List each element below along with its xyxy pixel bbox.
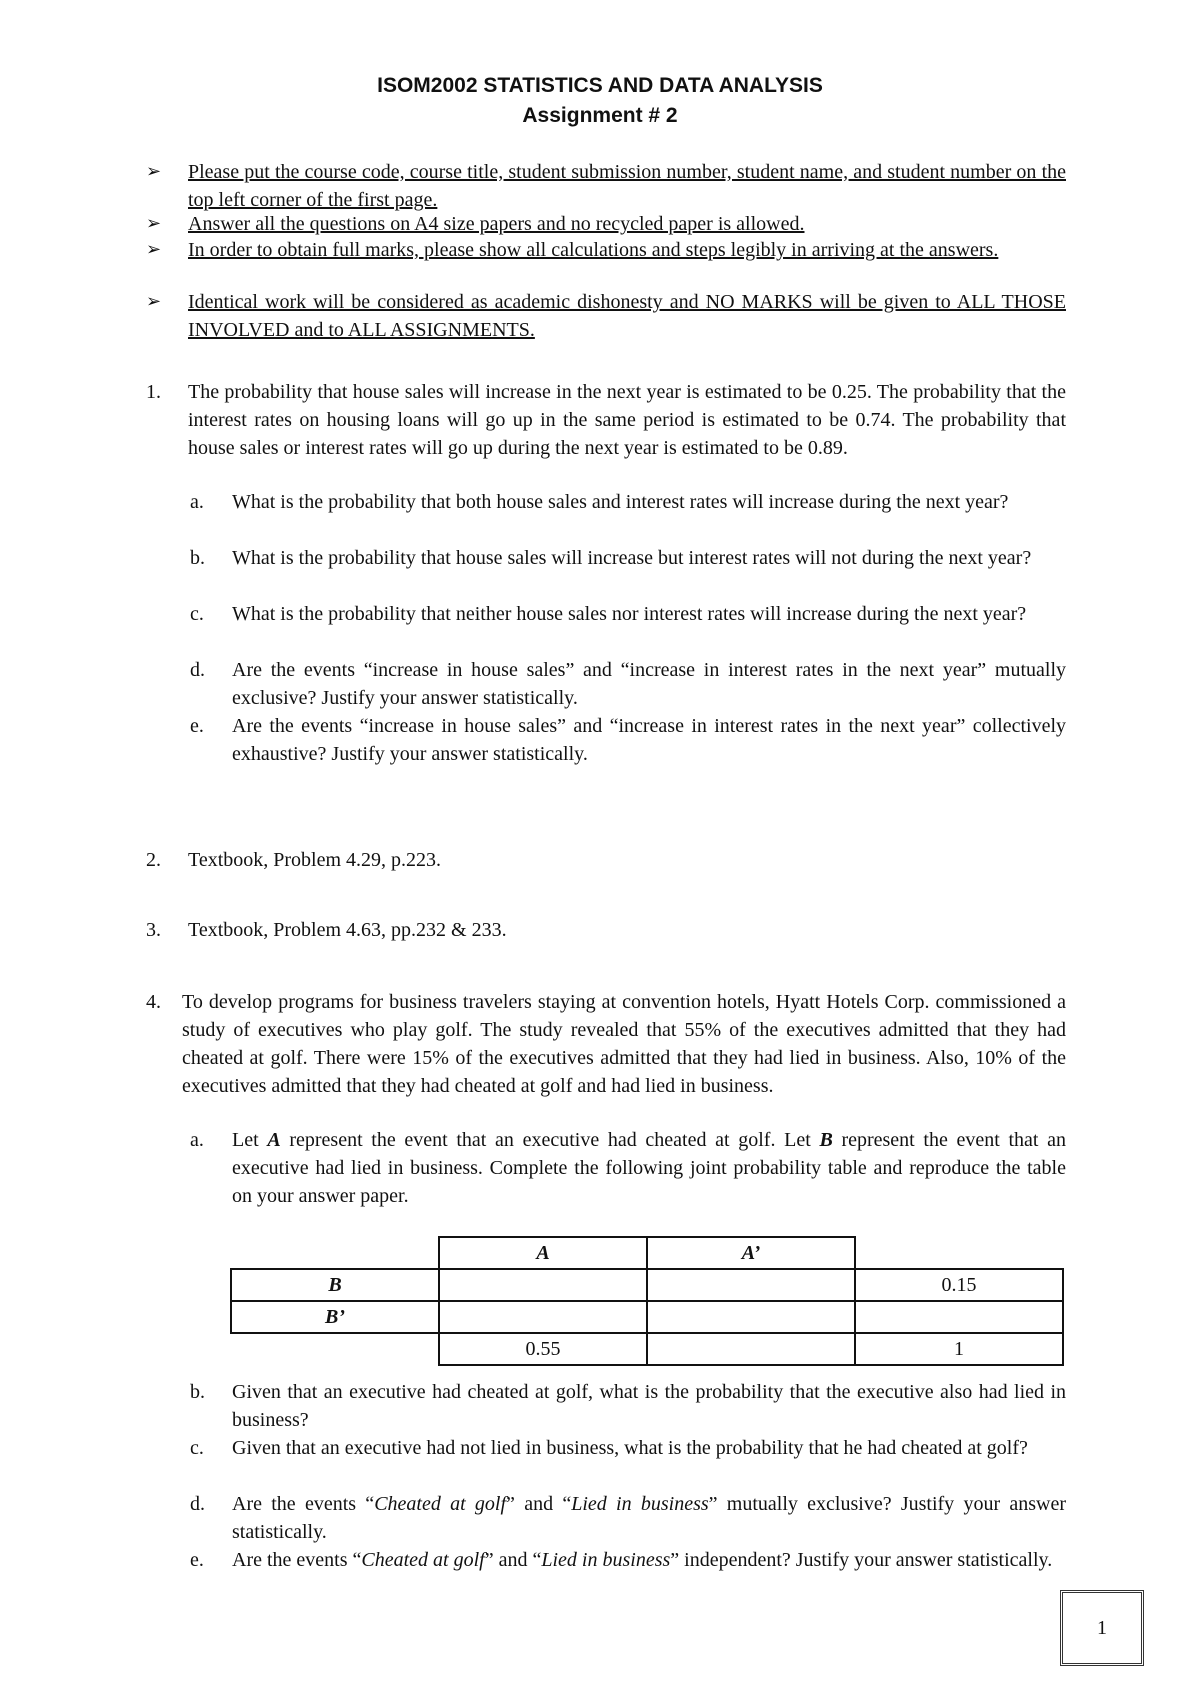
part-label: c.: [190, 1437, 204, 1459]
table-cell-empty: [855, 1237, 1063, 1269]
table-row: [231, 1237, 1063, 1269]
table-cell: [647, 1333, 855, 1365]
part-label: e.: [190, 715, 204, 737]
column-header-a-complement: A’: [647, 1237, 855, 1269]
question-number: 4.: [146, 991, 161, 1013]
part-text: Let A represent the event that an executive had cheated at golf. Let B represent the event that an executive had lied in business. Complete the following joint probability table and reproduce the table on your answer paper.: [232, 1129, 1067, 1207]
question-text: Textbook, Problem 4.29, p.223.: [188, 849, 442, 871]
part-label: b.: [190, 547, 205, 569]
part-text: Are the events “Cheated at golf” and “Lied in business” mutually exclusive? Justify your answer statistically.: [232, 1493, 1067, 1543]
part-label: d.: [190, 659, 205, 681]
arrow-bullet-icon: ➢: [146, 291, 162, 312]
instruction-text: Identical work will be considered as academic dishonesty and NO MARKS will be given to ALL THOSE INVOLVED and to ALL ASSIGNMENTS.: [188, 291, 1066, 341]
row-total-b: 0.15: [855, 1269, 1063, 1301]
table-cell: [855, 1301, 1063, 1333]
part-text: What is the probability that house sales will increase but interest rates will not during the next year?: [232, 547, 1032, 569]
table-cell: [439, 1269, 647, 1301]
part-text: Are the events “increase in house sales” and “increase in interest rates in the next year” mutually exclusive? Justify your answer statistically.: [232, 659, 1066, 709]
part-label: a.: [190, 491, 204, 513]
row-header-b: B: [231, 1269, 439, 1301]
part-label: d.: [190, 1493, 205, 1515]
question-text: The probability that house sales will increase in the next year is estimated to be 0.25. The probability that the interest rates on housing loans will go up in the same period is estimated to be 0.74. The probability that house sales or interest rates will go up during the next year is estimated to be 0.89.: [188, 381, 1066, 459]
part-label: c.: [190, 603, 204, 625]
row-header-b-complement: B’: [231, 1301, 439, 1333]
event-a-symbol: A: [267, 1129, 281, 1151]
part-text: Given that an executive had cheated at golf, what is the probability that the executive also had lied in business?: [232, 1381, 1066, 1431]
table-cell: [439, 1301, 647, 1333]
arrow-bullet-icon: ➢: [146, 239, 162, 260]
question-number: 2.: [146, 849, 161, 871]
arrow-bullet-icon: ➢: [146, 213, 162, 234]
instruction-text: In order to obtain full marks, please show all calculations and steps legibly in arriving at the answers.: [188, 239, 999, 261]
table-row: [231, 1301, 1063, 1333]
question-number: 3.: [146, 919, 161, 941]
column-header-a: A: [439, 1237, 647, 1269]
part-label: b.: [190, 1381, 205, 1403]
arrow-bullet-icon: ➢: [146, 161, 162, 182]
event-b-symbol: B: [819, 1129, 833, 1151]
table-cell: [647, 1269, 855, 1301]
instruction-text: Please put the course code, course title, student submission number, student name, and student number on the top left corner of the first page.: [188, 161, 1066, 211]
document-title: ISOM2002 STATISTICS AND DATA ANALYSIS: [377, 74, 823, 97]
table-cell-empty: [231, 1333, 439, 1365]
part-text: Are the events “increase in house sales” and “increase in interest rates in the next year” collectively exhaustive? Justify your answer statistically.: [232, 715, 1066, 765]
instruction-text: Answer all the questions on A4 size papers and no recycled paper is allowed.: [188, 213, 805, 235]
table-row: [231, 1269, 1063, 1301]
part-label: e.: [190, 1549, 204, 1571]
part-label: a.: [190, 1129, 204, 1151]
table-cell: [647, 1301, 855, 1333]
page-number: 1: [1060, 1590, 1144, 1666]
table-cell-empty: [231, 1237, 439, 1269]
joint-probability-table: [230, 1236, 1064, 1366]
question-text: To develop programs for business travelers staying at convention hotels, Hyatt Hotels Corp. commissioned a study of executives who play golf. The study revealed that 55% of the executives admitted that they had cheated at golf. There were 15% of the executives admitted that they had lied in business. Also, 10% of the executives admitted that they had cheated at golf and had lied in business.: [182, 991, 1066, 1097]
part-text: What is the probability that both house sales and interest rates will increase during the next year?: [232, 491, 1009, 513]
part-text: What is the probability that neither house sales nor interest rates will increase during the next year?: [232, 603, 1027, 625]
question-text: Textbook, Problem 4.63, pp.232 & 233.: [188, 919, 507, 941]
table-row: [231, 1333, 1063, 1365]
column-total-a: 0.55: [439, 1333, 647, 1365]
assignment-number: Assignment # 2: [522, 104, 678, 127]
part-text: Are the events “Cheated at golf” and “Lied in business” independent? Justify your answer statistically.: [232, 1549, 1053, 1571]
part-text: Given that an executive had not lied in business, what is the probability that he had cheated at golf?: [232, 1437, 1028, 1459]
grand-total: 1: [855, 1333, 1063, 1365]
question-number: 1.: [146, 381, 161, 403]
